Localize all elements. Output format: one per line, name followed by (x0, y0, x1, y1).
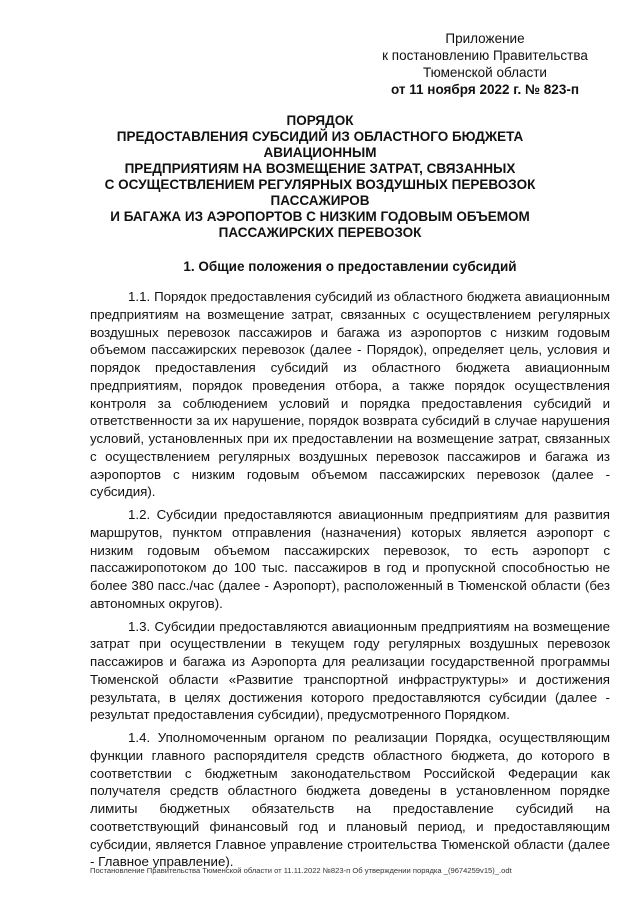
title-line: С ОСУЩЕСТВЛЕНИЕМ РЕГУЛЯРНЫХ ВОЗДУШНЫХ ПЕРЕВОЗОК (104, 177, 536, 192)
title-line: АВИАЦИОННЫМ (263, 145, 377, 160)
paragraph-1-2: 1.2. Субсидии предоставляются авиационным предприятиям для развития маршрутов, пунктом отправления (назначения) которых является аэропорт с низким годовым объемом пассажирских перевозок, то есть аэропорт с пассажиропотоком до 100 тыс. пассажиров в год и пропускной способностью не более 380 пасс./час (далее - Аэропорт), расположенный в Тюменской области (без автономных округов). (90, 507, 610, 611)
paragraph-1-3: 1.3. Субсидии предоставляются авиационным предприятиям на возмещение затрат при осуществлении в текущем году регулярных воздушных перевозок пассажиров и багажа из Аэропорта для реализации государственной программы Тюменской области «Развитие транспортной инфраструктуры» и достижения результата, в целях достижения которого предоставляются субсидии (далее - результат предоставления субсидии), предусмотренного Порядком. (90, 618, 610, 723)
paragraph-1-4: 1.4. Уполномоченным органом по реализации Порядка, осуществляющим функции главного распорядителя средств областного бюджета, до которого в соответствии с бюджетным законодательством Российской Федерации как получателя средств областного бюджета доведены в установленном порядке лимиты бюджетных обязательств на предоставление субсидий на соответствующий финансовый год и плановый период, и предоставляющим субсидии, является Главное управление строительства Тюменской области (далее - Главное управление). (90, 730, 610, 870)
document-title (90, 113, 550, 241)
appendix-block (370, 30, 600, 98)
title-line: ПРЕДПРИЯТИЯМ НА ВОЗМЕЩЕНИЕ ЗАТРАТ, СВЯЗАННЫХ (124, 161, 516, 176)
paragraph-1-1: 1.1. Порядок предоставления субсидий из областного бюджета авиационным предприятиям на возмещение затрат, связанных с осуществлением регулярных воздушных перевозок пассажиров и багажа из аэропортов с низким годовым объемом пассажирских перевозок (далее - Порядок), определяет цель, условия и порядок предоставления субсидий из областного бюджета авиационным предприятиям, порядок проведения отбора, а также порядок осуществления контроля за соблюдением условий и порядка предоставления субсидий и ответственности за их нарушение, порядок возврата субсидий в случае нарушения условий, установленных при их предоставлении на возмещение затрат, связанных с осуществлением регулярных воздушных перевозок пассажиров и багажа из аэропортов с низким годовым объемом пассажирских перевозок (далее - субсидия). (90, 289, 610, 500)
title-line: ПРЕДОСТАВЛЕНИЯ СУБСИДИЙ ИЗ ОБЛАСТНОГО БЮДЖЕТА (116, 129, 524, 144)
page-footer: Постановление Правительства Тюменской области от 11.11.2022 №823-п Об утверждении порядка _(9674259v15)_.odt (90, 866, 512, 875)
appendix-line: Тюменской области (423, 65, 547, 80)
appendix-date-line: от 11 ноября 2022 г. № 823-п (391, 82, 579, 97)
document-body (90, 288, 610, 876)
appendix-line: Приложение (445, 31, 525, 46)
title-line: ПАССАЖИРОВ (270, 193, 370, 208)
title-line: И БАГАЖА ИЗ АЭРОПОРТОВ С НИЗКИМ ГОДОВЫМ ОБЪЕМОМ (110, 209, 530, 224)
section-heading: 1. Общие положения о предоставлении субсидий (183, 259, 517, 274)
title-line: ПОРЯДОК (286, 113, 354, 128)
appendix-line: к постановлению Правительства (382, 48, 588, 63)
title-line: ПАССАЖИРСКИХ ПЕРЕВОЗОК (218, 225, 422, 240)
